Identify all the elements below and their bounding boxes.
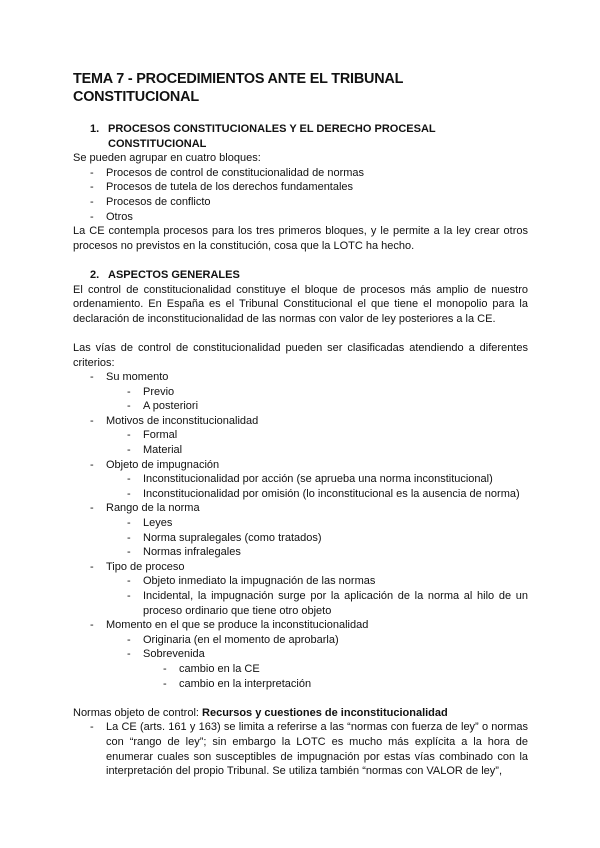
bullet: -	[90, 181, 94, 194]
list-item-text: Leyes	[143, 517, 173, 530]
bullet: -	[163, 662, 167, 675]
list-item-text: Tipo de proceso	[106, 560, 185, 573]
list-item-text: Procesos de control de constitucionalidad de normas	[106, 166, 365, 179]
list-item-text: Momento en el que se produce la inconstitucionalidad	[106, 619, 369, 632]
list-item	[73, 210, 528, 225]
list-item	[73, 399, 528, 414]
list-item	[73, 516, 528, 531]
list-item	[73, 618, 528, 633]
list-item	[73, 545, 528, 560]
document-page	[73, 70, 528, 779]
list-item	[73, 662, 528, 677]
list-item-text: Otros	[106, 210, 133, 223]
list-item	[73, 370, 528, 385]
bullet: -	[127, 385, 131, 398]
bullet: -	[90, 195, 94, 208]
bullet: -	[90, 619, 94, 632]
list-item	[73, 195, 528, 210]
section-1-heading	[73, 122, 528, 151]
paragraph: La CE contempla procesos para los tres primeros bloques, y le permite a la ley crear otros procesos no previstos en la constitución, cosa que la LOTC ha hecho.	[73, 225, 528, 252]
list-item-text: Procesos de conflicto	[106, 195, 211, 208]
list-item-text: Norma supralegales (como tratados)	[143, 531, 322, 544]
bullet: -	[127, 429, 131, 442]
bullet: -	[127, 531, 131, 544]
list-item-text: cambio en la CE	[179, 662, 260, 675]
list-item	[73, 677, 528, 692]
list-item-text: Previo	[143, 385, 175, 398]
paragraph	[73, 706, 528, 721]
list-item-text: Sobrevenida	[143, 648, 205, 661]
bullet: -	[127, 575, 131, 588]
bullet: -	[90, 166, 94, 179]
paragraph: El control de constitucionalidad constituye el bloque de procesos más amplio de nuestro ordenamiento. En España es el Tribunal Constitucional el que tiene el monopolio para la declaración de inconstitucionalidad de las normas con valor de ley posteriores a la CE.	[73, 283, 528, 325]
list-item	[73, 472, 528, 487]
paragraph: Las vías de control de constitucionalidad pueden ser clasificadas atendiendo a diferentes criterios:	[73, 341, 528, 369]
bullet: -	[163, 677, 167, 690]
heading-text: ASPECTOS GENERALES	[108, 268, 240, 281]
list-item-text: Procesos de tutela de los derechos fundamentales	[106, 181, 354, 194]
section-number: 2.	[90, 268, 100, 281]
list-item-text: Objeto inmediato la impugnación de las normas	[143, 575, 376, 588]
bullet: -	[90, 371, 94, 384]
list-item	[73, 385, 528, 400]
bullet: -	[127, 517, 131, 530]
document-title: TEMA 7 - PROCEDIMIENTOS ANTE EL TRIBUNAL CONSTITUCIONAL	[73, 71, 403, 105]
bullet: -	[127, 487, 131, 500]
bullet: -	[90, 502, 94, 515]
list-item	[73, 458, 528, 473]
list-item	[73, 443, 528, 458]
list-item	[73, 487, 528, 502]
list-item	[73, 414, 528, 429]
bullet: -	[90, 458, 94, 471]
bullet: -	[127, 444, 131, 457]
bullet: -	[127, 590, 131, 602]
list-item	[73, 166, 528, 181]
list-item	[73, 647, 528, 662]
bullet: -	[127, 633, 131, 646]
bullet: -	[90, 414, 94, 427]
paragraph: Se pueden agrupar en cuatro bloques:	[73, 152, 261, 165]
list-item	[73, 531, 528, 546]
section-2-heading	[73, 268, 528, 283]
list-item-text: Inconstitucionalidad por omisión (lo inconstitucional es la ausencia de norma)	[143, 487, 520, 500]
list-item-text: Motivos de inconstitucionalidad	[106, 414, 259, 427]
bullet: -	[127, 400, 131, 413]
bullet: -	[90, 721, 94, 734]
list-item	[73, 180, 528, 195]
list-item-text: cambio en la interpretación	[179, 677, 312, 690]
heading-line: CONSTITUCIONAL	[108, 137, 207, 150]
list-item	[73, 428, 528, 443]
list-item	[73, 560, 528, 575]
list-item-text: Normas infralegales	[143, 546, 241, 559]
list-item	[73, 633, 528, 648]
list-item-text: Formal	[143, 429, 178, 442]
bullet: -	[127, 546, 131, 559]
list-item-text: Su momento	[106, 371, 169, 384]
section-number: 1.	[90, 123, 100, 135]
heading-line: PROCESOS CONSTITUCIONALES Y EL DERECHO PROCESAL	[108, 123, 436, 135]
list-item-text: La CE (arts. 161 y 163) se limita a referirse a las “normas con fuerza de ley” o normas con “rango de ley”; sin embargo la LOTC es mucho más explícita a la hora de enumerar cuales son susceptibles de impugnación por estas vías combinado con la interpretación del propio Tribunal. Se utiliza también “normas con VALOR de ley”,	[106, 721, 528, 778]
list-item-text: Inconstitucionalidad por acción (se aprueba una norma inconstitucional)	[143, 473, 493, 486]
list-item-text: Rango de la norma	[106, 502, 200, 515]
list-item-text: Originaria (en el momento de aprobarla)	[143, 633, 339, 646]
bullet: -	[127, 473, 131, 486]
bullet: -	[127, 648, 131, 661]
list-item	[73, 574, 528, 589]
bullet: -	[90, 210, 94, 223]
bullet: -	[90, 560, 94, 573]
normas-prefix: Normas objeto de control:	[73, 706, 203, 719]
list-item-text: Material	[143, 444, 183, 457]
list-item	[73, 720, 528, 778]
list-item	[73, 589, 528, 618]
list-item	[73, 501, 528, 516]
list-item-text: Incidental, la impugnación surge por la aplicación de la norma al hilo de un proceso ordinario que tiene otro objeto	[143, 590, 528, 617]
list-item-text: A posteriori	[143, 400, 199, 413]
list-item-text: Objeto de impugnación	[106, 458, 220, 471]
normas-bold-text: Recursos y cuestiones de inconstitucionalidad	[202, 706, 448, 719]
